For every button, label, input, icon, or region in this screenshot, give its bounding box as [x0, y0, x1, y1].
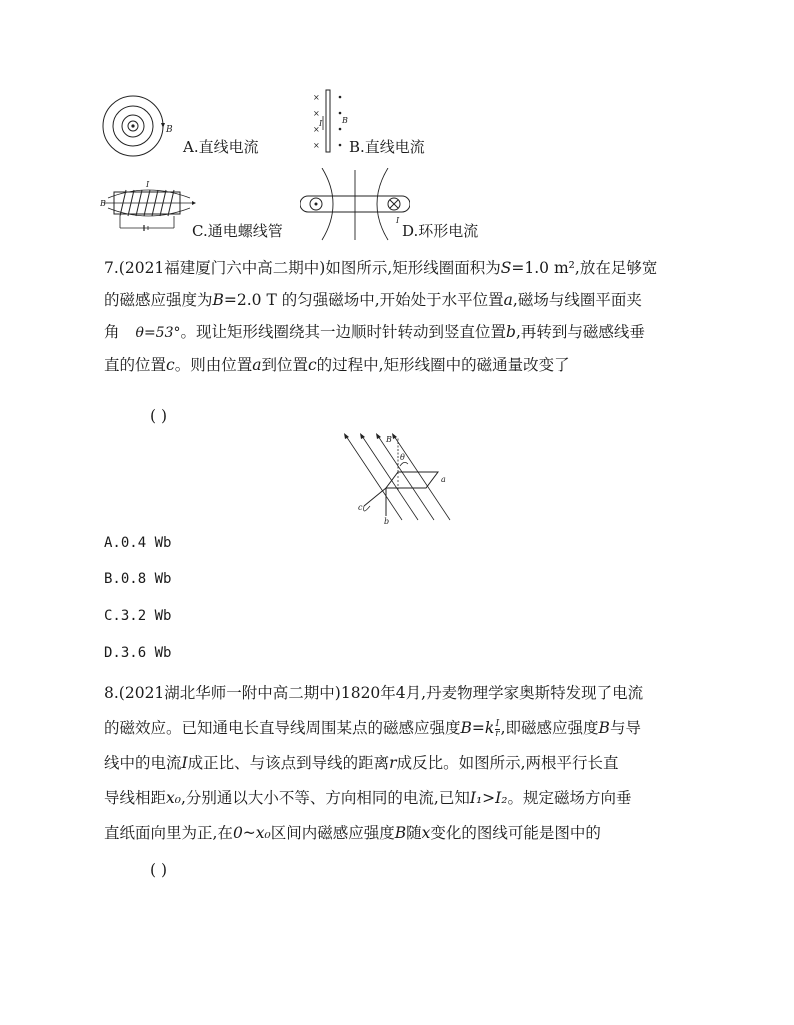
q7-figure-b-label: B: [386, 435, 392, 444]
q7-option-d[interactable]: D.3.6 Wb: [104, 645, 172, 661]
q7-number: 7.: [104, 259, 119, 277]
q8-number: 8.: [104, 684, 119, 702]
figure-d-i-label: I: [396, 216, 400, 225]
figure-d-caption: D.环形电流: [402, 222, 479, 240]
figure-a-diagram: [100, 94, 178, 160]
figure-b-b-label: B: [342, 116, 348, 125]
svg-text:×: ×: [313, 93, 320, 102]
q8-line-2: 的磁效应。已知通电长直导线周围某点的磁感应强度B=k $\frac{I}{r}$ ,即磁感应强度B与导: [104, 718, 641, 739]
q7-figure-c-label: c: [358, 503, 363, 512]
q8-source: (2021湖北华师一附中高二期中): [118, 684, 341, 702]
q7-line-1: 7.(2021福建厦门六中高二期中)如图所示,矩形线圈面积为S=1.0 m²,放在足够宽: [104, 259, 658, 277]
figure-c-diagram: [100, 176, 196, 236]
q7-figure-theta-label: θ: [400, 453, 405, 462]
q8-line-5: 直纸面向里为正,在0~x₀区间内磁感应强度B随x变化的图线可能是图中的: [104, 824, 601, 842]
figure-c-i-label: I: [146, 180, 150, 189]
svg-text:×: ×: [313, 125, 320, 134]
q8-line-1: 8.(2021湖北华师一附中高二期中)1820年4月,丹麦物理学家奥斯特发现了电流: [104, 684, 644, 702]
q7-line-2: 的磁感应强度为B=2.0 T 的匀强磁场中,开始处于水平位置a,磁场与线圈平面夹: [104, 291, 642, 309]
q7-source: (2021福建厦门六中高二期中): [118, 259, 326, 277]
q7-figure-b-pos-label: b: [384, 517, 390, 525]
q8-line-4: 导线相距x₀,分别通以大小不等、方向相同的电流,已知I₁>I₂。规定磁场方向垂: [104, 789, 632, 807]
q7-figure-a-label: a: [441, 475, 446, 484]
figure-b-caption: B.直线电流: [349, 138, 425, 156]
figure-a-b-label: B: [166, 125, 173, 135]
svg-text:×: ×: [313, 109, 320, 118]
figure-c-b-label: B: [100, 199, 106, 208]
figure-a-caption: A.直线电流: [183, 138, 259, 156]
question-8: [104, 676, 704, 851]
q7-option-b[interactable]: B.0.8 Wb: [104, 571, 172, 587]
figure-b-i-label: I: [319, 119, 323, 128]
q7-line-4: 直的位置c。则由位置a到位置c的过程中,矩形线圈中的磁通量改变了: [104, 356, 570, 374]
svg-text:×: ×: [313, 141, 320, 150]
figure-c: [100, 176, 196, 236]
q7-answer-bracket: ( ): [150, 407, 168, 425]
q8-answer-bracket: ( ): [150, 861, 168, 879]
q7-figure: [340, 430, 460, 525]
figure-b-diagram: [310, 86, 350, 156]
q7-option-a[interactable]: A.0.4 Wb: [104, 535, 172, 551]
figure-c-caption: C.通电螺线管: [192, 222, 283, 240]
q8-formula-fraction: $\frac{I}{r}$: [495, 718, 500, 739]
q7-option-c[interactable]: C.3.2 Wb: [104, 608, 172, 624]
figure-d: [300, 168, 410, 242]
q7-line-3: 角 θ=53°。现让矩形线圈绕其一边顺时针转动到竖直位置b,再转到与磁感线垂: [104, 323, 645, 341]
q8-line-3: 线中的电流I成正比、与该点到导线的距离r成反比。如图所示,两根平行长直: [104, 754, 619, 772]
figure-d-diagram: [300, 168, 410, 242]
q7-figure-diagram: [340, 430, 460, 525]
figure-b: [310, 86, 350, 156]
figure-a: [100, 94, 178, 160]
question-7: [104, 252, 704, 381]
